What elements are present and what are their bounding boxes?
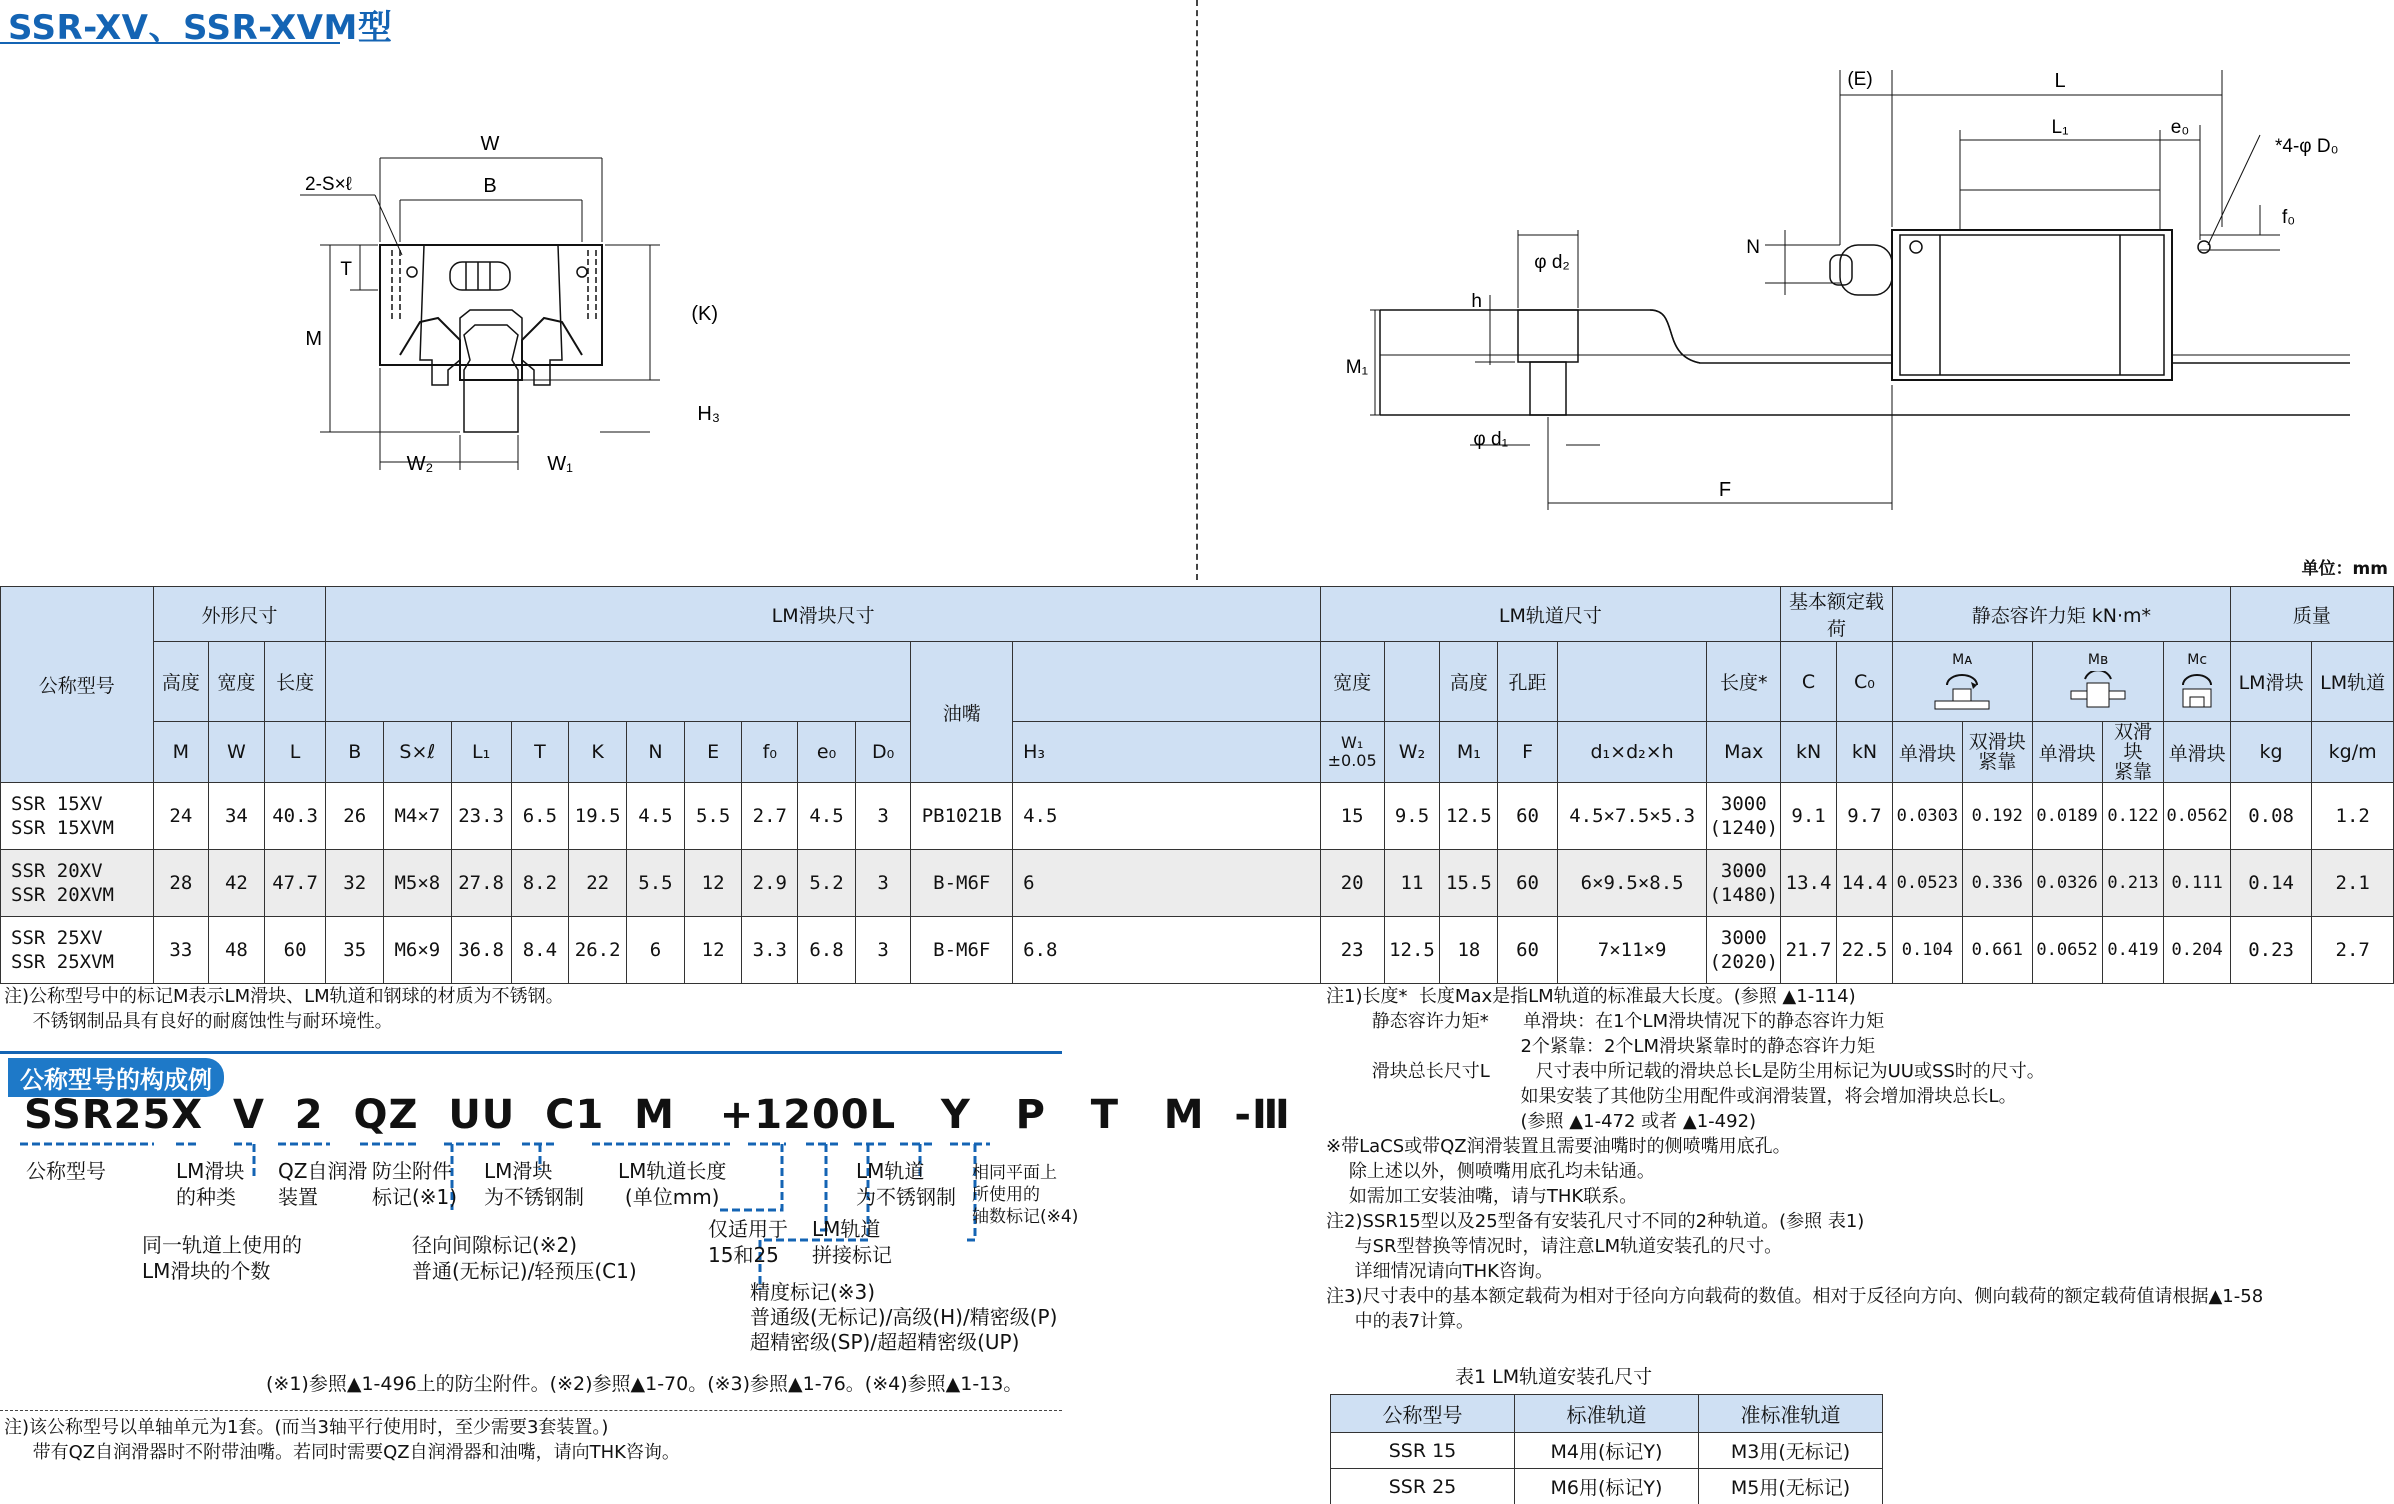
- cell-C: 13.4: [1781, 850, 1837, 917]
- dim-W2: W₂: [406, 453, 434, 475]
- th-w2-blank: [1384, 642, 1440, 722]
- example-tag: 公称型号的构成例: [8, 1058, 224, 1097]
- cell-K: 22: [569, 850, 627, 917]
- cell-L1: 27.8: [451, 850, 511, 917]
- cell-H3: 4.5: [1013, 783, 1321, 850]
- cell-MA1: 0.0523: [1892, 850, 1962, 917]
- cell-K: 26.2: [569, 917, 627, 984]
- cell-M1: 15.5: [1440, 850, 1498, 917]
- th-u-M: M: [153, 722, 209, 783]
- cell-L: 47.7: [264, 850, 326, 917]
- cell-D0: 3: [855, 783, 911, 850]
- cell-e0: 4.5: [798, 783, 856, 850]
- cell-T: 6.5: [511, 783, 569, 850]
- th-C0: C₀: [1837, 642, 1893, 722]
- cell-W2: 12.5: [1384, 917, 1440, 984]
- cell-MB2: 0.122: [2102, 783, 2164, 850]
- th-u-Max: Max: [1707, 722, 1781, 783]
- th-u-S: S×ℓ: [383, 722, 451, 783]
- cell-H3: 6.8: [1013, 917, 1321, 984]
- dim-h: h: [1471, 291, 1482, 312]
- th-u-D0: D₀: [855, 722, 911, 783]
- notes-right: 注1)长度* 长度Max是指LM轨道的标准最大长度。(参照 ▲1-114) 静态容许力矩* 单滑块：在1个LM滑块情况下的静态容许力矩 2个紧靠：2个LM滑块紧靠时的静态容许力矩 滑块总长尺寸L 尺寸表中所记载的滑块总长L是防尘用标记为UU或SS时的尺寸。 如果安装了其他防尘用配件或润滑装置，将会增加滑块总长L。 (参照 ▲1-472 或者 ▲1-492) ※带LaCS或带QZ润滑装置且需要油嘴时的侧喷嘴用底孔。 除上述以外，侧喷嘴用底孔均未钻通。 如需加工安装油嘴，请与THK联系。 注2)SSR15型以及25型备有安装孔尺寸不同的2种轨道。(参照 表1) 与SR型替换等情况时，请注意LM轨道安装孔的尺寸。 详细情况请向THK咨询。 注3)尺寸表中的基本额定载荷为相对于径向方向载荷的数值。相对于反径向方向、侧向载荷的额定载荷值请根据▲1-58 中的表7计算。: [1326, 986, 2264, 1332]
- th-MA-double: 双滑块 紧靠: [1962, 722, 2032, 783]
- dim-e0: e₀: [2170, 117, 2190, 138]
- th-u-T: T: [511, 722, 569, 783]
- cell-M: 28: [153, 850, 209, 917]
- cell-B: 32: [326, 850, 384, 917]
- cell-W2: 9.5: [1384, 783, 1440, 850]
- cell-N: 6: [627, 917, 685, 984]
- ex-label-g: LM轨道 为不锈钢制: [856, 1159, 956, 1209]
- cell-MA1: 0.104: [1892, 917, 1962, 984]
- cell-f0: 3.3: [742, 917, 798, 984]
- page-title: SSR-XV、SSR-XVM型: [8, 8, 393, 48]
- th-u-M1: M₁: [1440, 722, 1498, 783]
- block-section-drawing: [300, 110, 780, 490]
- th-MB-double: 双滑块 紧靠: [2102, 722, 2164, 783]
- dim-B: B: [483, 175, 497, 197]
- th-rail-height: 高度: [1440, 642, 1498, 722]
- cell-L1: 23.3: [451, 783, 511, 850]
- th-block: LM滑块尺寸: [326, 587, 1320, 642]
- cell-mb: 0.23: [2230, 917, 2311, 984]
- cell-MB2: 0.419: [2102, 917, 2164, 984]
- cell-W: 48: [209, 917, 265, 984]
- dim-L: L: [2054, 70, 2066, 92]
- cell-MA1: 0.0303: [1892, 783, 1962, 850]
- th-u-W2: W₂: [1384, 722, 1440, 783]
- ex-label-c: QZ自润滑 装置: [278, 1159, 368, 1209]
- th-len-max: 长度*: [1707, 642, 1781, 722]
- cell-MA2: 0.192: [1962, 783, 2032, 850]
- cell-W: 34: [209, 783, 265, 850]
- t1-head-model: 公称型号: [1331, 1395, 1515, 1433]
- cell-H3: 6: [1013, 850, 1321, 917]
- cell-F: 60: [1498, 850, 1557, 917]
- th-MC: Mᴄ: [2164, 642, 2230, 722]
- cell-W1: 15: [1320, 783, 1384, 850]
- moment-MA-icon: [1927, 671, 1997, 715]
- th-MC-single: 单滑块: [2164, 722, 2230, 783]
- cell-MA2: 0.336: [1962, 850, 2032, 917]
- cell-T: 8.4: [511, 917, 569, 984]
- t1-cell: M5用(无标记): [1699, 1469, 1883, 1504]
- th-u-W1: W₁ ±0.05: [1320, 722, 1384, 783]
- cell-F: 60: [1498, 783, 1557, 850]
- cell-E: 12: [684, 917, 742, 984]
- moment-MB-icon: [2063, 671, 2133, 715]
- cell-MC1: 0.111: [2164, 850, 2230, 917]
- th-rail: LM轨道尺寸: [1320, 587, 1780, 642]
- table1-caption: 表1 LM轨道安装孔尺寸: [1455, 1366, 1653, 1388]
- t1-cell: M3用(无标记): [1699, 1433, 1883, 1469]
- th-pitch: 孔距: [1498, 642, 1557, 722]
- th-MB-single: 单滑块: [2032, 722, 2102, 783]
- cell-C0: 14.4: [1837, 850, 1893, 917]
- cell-C: 9.1: [1781, 783, 1837, 850]
- ex-label-j: 径向间隙标记(※2) 普通(无标记)/轻预压(C1): [412, 1233, 637, 1283]
- th-length: 长度: [264, 642, 326, 722]
- th-u-f0: f₀: [742, 722, 798, 783]
- cell-nipple: B-M6F: [911, 917, 1013, 984]
- dim-F: F: [1718, 479, 1732, 501]
- cell-max: 3000 (1480): [1707, 850, 1781, 917]
- cell-f0: 2.9: [742, 850, 798, 917]
- cell-T: 8.2: [511, 850, 569, 917]
- note-bottom: 注)该公称型号以单轴单元为1套。(而当3轴平行使用时，至少需要3套装置。) 带有QZ自润滑器时不附带油嘴。若同时需要QZ自润滑器和油嘴，请向THK咨询。: [4, 1417, 680, 1463]
- th-u-kN: kN: [1781, 722, 1837, 783]
- cell-S: M5×8: [383, 850, 451, 917]
- cell-D0: 3: [855, 850, 911, 917]
- side-view-drawing: [1320, 55, 2390, 515]
- cell-MB1: 0.0652: [2032, 917, 2102, 984]
- cell-f0: 2.7: [742, 783, 798, 850]
- dim-L1: L₁: [2051, 117, 2069, 138]
- cell-mr: 2.1: [2312, 850, 2394, 917]
- dim-D0: *4-φ D₀: [2275, 136, 2339, 157]
- th-width: 宽度: [209, 642, 265, 722]
- dim-d1: φ d₁: [1473, 429, 1508, 450]
- cell-M: 24: [153, 783, 209, 850]
- dim-N: N: [1746, 237, 1760, 258]
- th-height: 高度: [153, 642, 209, 722]
- th-outer: 外形尺寸: [153, 587, 326, 642]
- cell-d: 7×11×9: [1557, 917, 1707, 984]
- title-underline: [0, 42, 340, 44]
- table-row: [1, 850, 2394, 917]
- cell-d: 6×9.5×8.5: [1557, 850, 1707, 917]
- th-MA: Mᴀ: [1892, 642, 2032, 722]
- cell-B: 26: [326, 783, 384, 850]
- cell-N: 4.5: [627, 783, 685, 850]
- th-u-E: E: [684, 722, 742, 783]
- note-left: 注)公称型号中的标记M表示LM滑块、LM轨道和钢球的材质为不锈钢。 不锈钢制品具有良好的耐腐蚀性与耐环境性。: [4, 986, 564, 1032]
- example-refs: (※1)参照▲1-496上的防尘附件。(※2)参照▲1-70。(※3)参照▲1-76。(※4)参照▲1-13。: [266, 1373, 1023, 1395]
- table-row: [1, 917, 2394, 984]
- dim-T: T: [340, 259, 352, 280]
- t1-cell: SSR 15: [1331, 1433, 1515, 1469]
- cell-e0: 6.8: [798, 917, 856, 984]
- th-u-N: N: [627, 722, 685, 783]
- cell-S: M4×7: [383, 783, 451, 850]
- th-d-blank: [1557, 642, 1707, 722]
- dim-M: M: [305, 328, 322, 350]
- bottom-rule: [0, 1410, 1062, 1411]
- cell-MB1: 0.0326: [2032, 850, 2102, 917]
- cell-MB2: 0.213: [2102, 850, 2164, 917]
- cell-max: 3000 (1240): [1707, 783, 1781, 850]
- th-u-d: d₁×d₂×h: [1557, 722, 1707, 783]
- ex-label-i: 同一轨道上使用的 LM滑块的个数: [142, 1233, 302, 1283]
- cell-L: 60: [264, 917, 326, 984]
- table1: [1330, 1394, 1883, 1504]
- cell-M: 33: [153, 917, 209, 984]
- th-mass: 质量: [2230, 587, 2393, 642]
- th-u-H3: H₃: [1013, 722, 1321, 783]
- dim-E: (E): [1847, 69, 1873, 90]
- cell-C: 21.7: [1781, 917, 1837, 984]
- t1-cell: M4用(标记Y): [1515, 1433, 1699, 1469]
- cell-mr: 2.7: [2312, 917, 2394, 984]
- cell-W1: 23: [1320, 917, 1384, 984]
- ex-label-f: LM轨道长度 (单位mm): [618, 1159, 727, 1209]
- drawing-divider: [1196, 0, 1198, 580]
- th-nipple: 油嘴: [911, 642, 1013, 783]
- cell-mb: 0.14: [2230, 850, 2311, 917]
- cell-model: SSR 25XV SSR 25XVM: [1, 917, 154, 984]
- dim-W1: W₁: [547, 453, 573, 475]
- example-rule: [0, 1051, 1062, 1054]
- cell-nipple: PB1021B: [911, 783, 1013, 850]
- cell-E: 12: [684, 850, 742, 917]
- ex-label-b: LM滑块 的种类: [176, 1159, 245, 1209]
- th-mass-block: LM滑块: [2230, 642, 2311, 722]
- cell-W2: 11: [1384, 850, 1440, 917]
- example-code: SSR25X V 2 QZ UU C1 M +1200L Y P T M -Ⅲ: [24, 1092, 1291, 1138]
- dim-S: 2-S×ℓ: [305, 174, 352, 195]
- ex-label-m: 精度标记(※3) 普通级(无标记)/高级(H)/精密级(P) 超精密级(SP)/超超精密级(UP): [750, 1280, 1058, 1354]
- cell-M1: 12.5: [1440, 783, 1498, 850]
- unit-label: 单位：mm: [2301, 559, 2388, 579]
- dim-f0: f₀: [2282, 207, 2296, 228]
- cell-C0: 9.7: [1837, 783, 1893, 850]
- cell-nipple: B-M6F: [911, 850, 1013, 917]
- th-model: 公称型号: [1, 587, 154, 783]
- th-u-B: B: [326, 722, 384, 783]
- th-u-W: W: [209, 722, 265, 783]
- t1-head-std: 标准轨道: [1515, 1395, 1699, 1433]
- cell-d: 4.5×7.5×5.3: [1557, 783, 1707, 850]
- th-u-K: K: [569, 722, 627, 783]
- cell-F: 60: [1498, 917, 1557, 984]
- cell-M1: 18: [1440, 917, 1498, 984]
- cell-model: SSR 15XV SSR 15XVM: [1, 783, 154, 850]
- ex-label-h: 相同平面上 所使用的 轴数标记(※4): [972, 1163, 1079, 1227]
- dim-K: (K): [691, 303, 718, 325]
- th-mass-rail: LM轨道: [2312, 642, 2394, 722]
- th-MA-single: 单滑块: [1892, 722, 1962, 783]
- cell-mb: 0.08: [2230, 783, 2311, 850]
- cell-MC1: 0.204: [2164, 917, 2230, 984]
- th-u-L1: L₁: [451, 722, 511, 783]
- th-u-kN2: kN: [1837, 722, 1893, 783]
- cell-e0: 5.2: [798, 850, 856, 917]
- cell-L: 40.3: [264, 783, 326, 850]
- ex-label-l: LM轨道 拼接标记: [812, 1217, 892, 1267]
- th-u-kgm: kg/m: [2312, 722, 2394, 783]
- th-u-F: F: [1498, 722, 1557, 783]
- spec-table: [0, 586, 2394, 984]
- dim-d2: φ d₂: [1534, 252, 1570, 273]
- dim-W: W: [480, 133, 500, 155]
- th-load: 基本额定载荷: [1781, 587, 1893, 642]
- th-h3-blank: [1013, 642, 1321, 722]
- th-u-e0: e₀: [798, 722, 856, 783]
- cell-max: 3000 (2020): [1707, 917, 1781, 984]
- dim-H3: H₃: [697, 403, 720, 425]
- th-moment: 静态容许力矩 kN·m*: [1892, 587, 2230, 642]
- th-u-L: L: [264, 722, 326, 783]
- cell-MA2: 0.661: [1962, 917, 2032, 984]
- th-C: C: [1781, 642, 1837, 722]
- cell-D0: 3: [855, 917, 911, 984]
- cell-C0: 22.5: [1837, 917, 1893, 984]
- th-block-blank: [326, 642, 911, 722]
- cell-W1: 20: [1320, 850, 1384, 917]
- cell-model: SSR 20XV SSR 20XVM: [1, 850, 154, 917]
- ex-label-k: 仅适用于 15和25: [708, 1217, 788, 1267]
- th-u-kg: kg: [2230, 722, 2311, 783]
- ex-label-d: 防尘附件 标记(※1): [372, 1159, 458, 1209]
- ex-label-a: 公称型号: [26, 1159, 106, 1183]
- cell-E: 5.5: [684, 783, 742, 850]
- t1-cell: M6用(标记Y): [1515, 1469, 1699, 1504]
- th-rail-width: 宽度: [1320, 642, 1384, 722]
- cell-K: 19.5: [569, 783, 627, 850]
- cell-S: M6×9: [383, 917, 451, 984]
- cell-MB1: 0.0189: [2032, 783, 2102, 850]
- cell-L1: 36.8: [451, 917, 511, 984]
- t1-head-semi: 准标准轨道: [1699, 1395, 1883, 1433]
- cell-N: 5.5: [627, 850, 685, 917]
- th-MB: Mʙ: [2032, 642, 2164, 722]
- t1-cell: SSR 25: [1331, 1469, 1515, 1504]
- cell-W: 42: [209, 850, 265, 917]
- ex-label-e: LM滑块 为不锈钢制: [484, 1159, 584, 1209]
- table-row: [1, 783, 2394, 850]
- cell-MC1: 0.0562: [2164, 783, 2230, 850]
- moment-MC-icon: [2175, 671, 2219, 715]
- dim-M1: M₁: [1345, 357, 1368, 378]
- cell-B: 35: [326, 917, 384, 984]
- cell-mr: 1.2: [2312, 783, 2394, 850]
